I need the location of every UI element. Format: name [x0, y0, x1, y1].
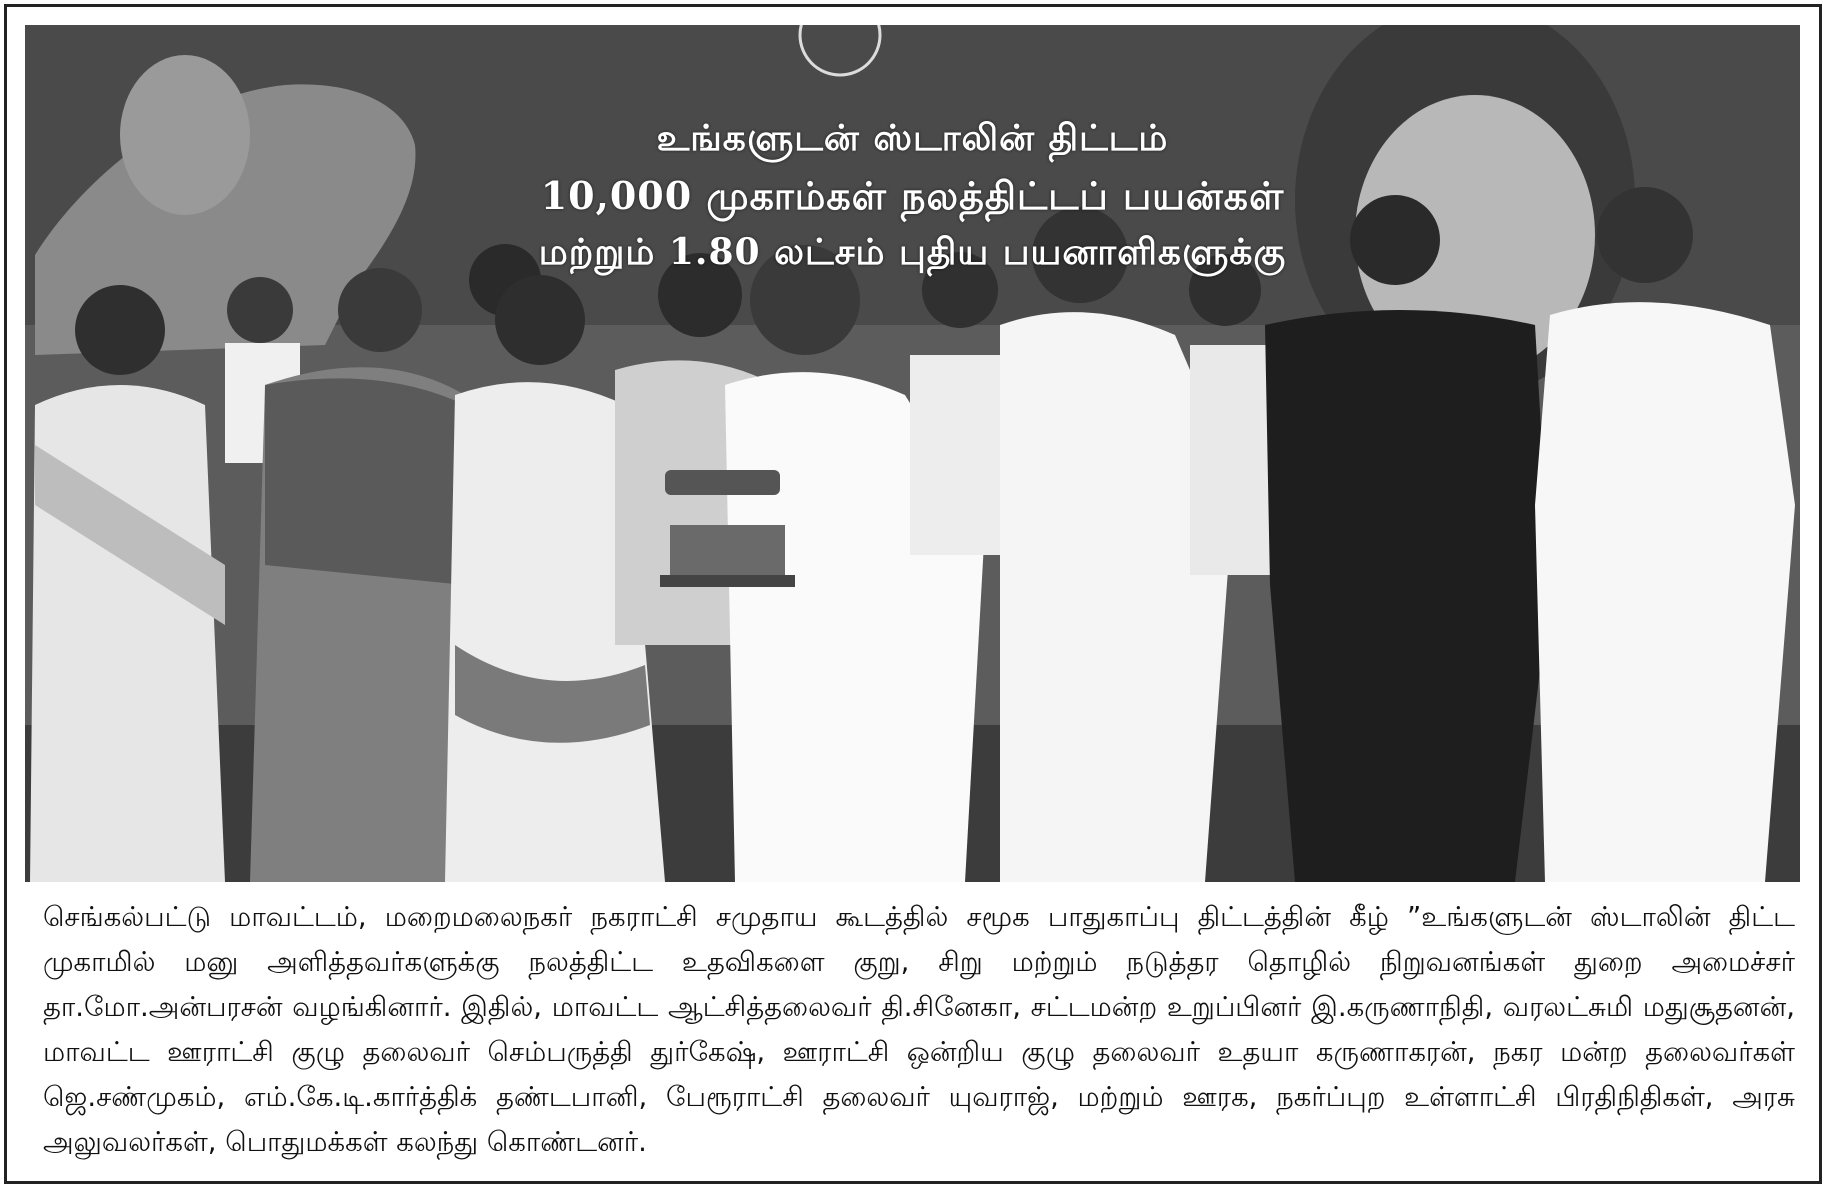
photo-caption: செங்கல்பட்டு மாவட்டம், மறைமலைநகர் நகராட்சி சமுதாய கூடத்தில் சமூக பாதுகாப்பு திட்டத்தின் கீழ் ”உங்களுடன் ஸ்டாலின் திட்ட முகாமில் மனு அளித்தவர்களுக்கு நலத்திட்ட உதவிகளை குறு, சிறு மற்றும் நடுத்தர தொழில் நிறுவனங்கள் துறை அமைச்சர் தா.மோ.அன்பரசன் வழங்கினார். இதில், மாவட்ட ஆட்சித்தலைவர் தி.சினேகா, சட்டமன்ற உறுப்பினர் இ.கருணாநிதி, வரலட்சுமி மதுசூதனன், மாவட்ட ஊராட்சி குழு தலைவர் செம்பருத்தி துர்கேஷ், ஊராட்சி ஒன்றிய குழு தலைவர் உதயா கருணாகரன், நகர மன்ற தலைவர்கள் ஜெ.சண்முகம், எம்.கே.டி.கார்த்திக் தண்டபானி, பேரூராட்சி தலைவர் யுவராஜ், மற்றும் ஊரக, நகர்ப்புற உள்ளாட்சி பிரதிநிதிகள், அரசு அலுவலர்கள், பொதுமக்கள் கலந்து கொண்டனர். — [43, 901, 1795, 1158]
banner-line-1: உங்களுடன் ஸ்டாலின் திட்டம் — [656, 117, 1169, 159]
news-clipping — [4, 4, 1822, 1184]
banner-portrait-left — [120, 55, 250, 215]
person-10 — [1189, 254, 1270, 575]
iron-box-gift — [660, 470, 795, 587]
event-photo — [25, 25, 1800, 882]
person-8 — [910, 252, 1010, 555]
banner-line-3: மற்றும் 1.80 லட்சம் புதிய பயனாளிகளுக்கு — [538, 231, 1287, 273]
banner-line-2: 10,000 முகாம்கள் நலத்திட்டப் பயன்கள் — [540, 173, 1285, 218]
event-photo-illustration — [25, 25, 1800, 882]
